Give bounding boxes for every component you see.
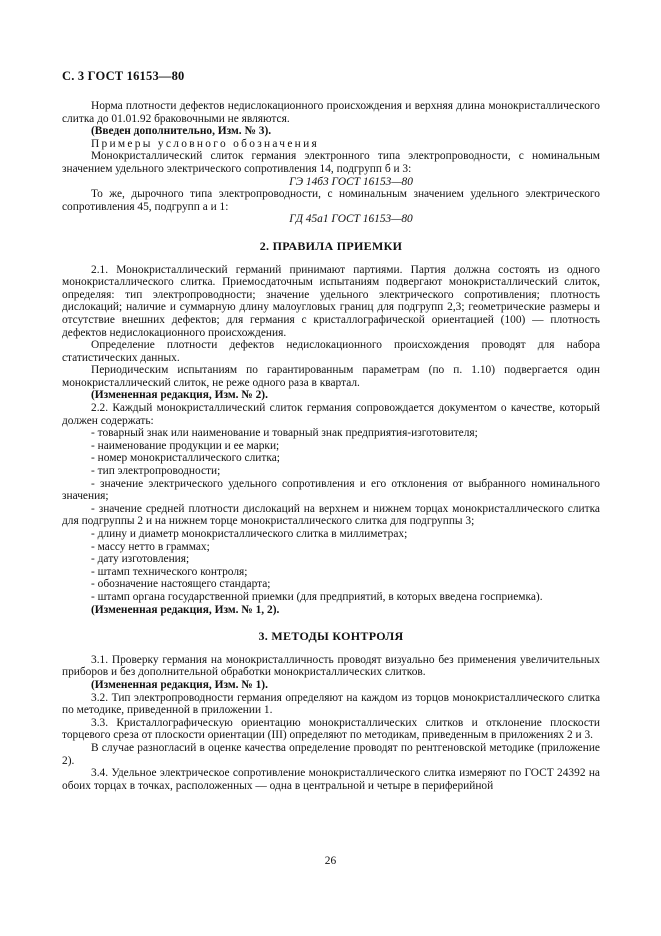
example-1: Монокристаллический слиток германия электронного типа электропроводности, с номинальным значением удельного электрического сопротивления 14, подгрупп б и 3: (62, 150, 600, 175)
list-item: - товарный знак или наименование и товарный знак предприятия-изготовителя; (91, 427, 478, 440)
section-2-paragraph-3: Периодическим испытаниям по гарантированным параметрам (по п. 1.10) подвергается один монокристаллический слиток, не реже одного раза в квартал. (62, 364, 600, 389)
list-item: - массу нетто в граммах; (91, 540, 210, 553)
section-2-title: 2. ПРАВИЛА ПРИЕМКИ (259, 238, 403, 253)
section-3-paragraph-3: 3.3. Кристаллографическую ориентацию монокристаллических слитков и отклонение плоскости торцевого среза от плоскости ориентации (III) определяют по методикам, приведенным в приложениях 2 и 3. (62, 716, 600, 742)
section-2-paragraph-4: 2.2. Каждый монокристаллический слиток германия сопровождается документом о качестве, который должен содержать: (62, 402, 600, 427)
section-2-paragraph-1: 2.1. Монокристаллический германий принимают партиями. Партия должна состоять из одного монокристаллического слитка. Приемосдаточным испытаниям подвергают монокристаллический слиток, определяя: тип электропроводности; значение удельного электрического сопротивления; плотность дислокаций; наличие и суммарную длину малоугловых границ для подгрупп 2,3; геометрические размеры и отсутствие внешних дефектов; для германия с кристаллографической ориентацией (100) — плотность дефектов недислокационного происхождения. (62, 263, 600, 339)
page-number: 26 (324, 855, 337, 867)
list-item: - штамп технического контроля; (91, 565, 248, 578)
list-item: - наименование продукции и ее марки; (91, 439, 280, 452)
section-3-paragraph-5: 3.4. Удельное электрическое сопротивление монокристаллического слитка измеряют по ГОСТ 24392 на обоих торцах в точках, расположенных — одна в центральной и четыре в периферийной (62, 767, 600, 792)
examples-heading: Примеры условного обозначения (91, 137, 320, 150)
amendment-note: (Измененная редакция, Изм. № 1). (91, 678, 268, 691)
list-item: - штамп органа государственной приемки (для предприятий, в которых введена госприемка). (91, 590, 543, 603)
section-2-paragraph-2: Определение плотности дефектов недислокационного происхождения проводят для набора статистических данных. (62, 339, 600, 364)
page-header: С. 3 ГОСТ 16153—80 (62, 69, 185, 83)
requirements-list (62, 427, 600, 603)
example-2: То же, дырочного типа электропроводности, с номинальным значением удельного электрического сопротивления 45, подгрупп а и 1: (62, 188, 600, 213)
amendment-note: (Измененная редакция, Изм. № 1, 2). (91, 603, 280, 616)
section-3-paragraph-2: 3.2. Тип электропроводности германия определяют на каждом из торцов монокристаллического слитка по методике, приведенной в приложении 1. (62, 691, 600, 717)
section-3-paragraph-4: В случае разногласий в оценке качества определение проводят по рентгеновской методике (приложение 2). (62, 741, 600, 767)
designation-1: ГЭ 14б3 ГОСТ 16153—80 (289, 175, 413, 188)
list-item: - значение средней плотности дислокаций на верхнем и нижнем торцах монокристаллического слитка для подгруппы 2 и на нижнем торце монокристаллического слитка для подгруппы 3; (62, 502, 600, 528)
list-item: - обозначение настоящего стандарта; (91, 578, 271, 591)
amendment-note: (Измененная редакция, Изм. № 2). (91, 389, 268, 402)
list-item: - длину и диаметр монокристаллического слитка в миллиметрах; (91, 528, 408, 540)
list-item: - тип электропроводности; (91, 465, 221, 478)
section-3-paragraph-1: 3.1. Проверку германия на монокристалличность проводят визуально без применения увеличительных приборов и без дополнительной обработки монокристаллических слитков. (62, 653, 600, 679)
list-item: - значение электрического удельного сопротивления и его отклонения от выбранного номинального значения; (62, 477, 600, 503)
intro-paragraph-1: Норма плотности дефектов недислокационного происхождения и верхняя длина монокристаллического слитка до 01.01.92 браковочными не являются. (62, 100, 600, 125)
section-3-title: 3. МЕТОДЫ КОНТРОЛЯ (258, 629, 404, 644)
designation-2: ГД 45а1 ГОСТ 16153—80 (289, 213, 413, 226)
list-item: - номер монокристаллического слитка; (91, 452, 280, 465)
document-body (62, 100, 600, 792)
list-item: - дату изготовления; (91, 553, 190, 566)
amendment-note: (Введен дополнительно, Изм. № 3). (91, 125, 272, 138)
